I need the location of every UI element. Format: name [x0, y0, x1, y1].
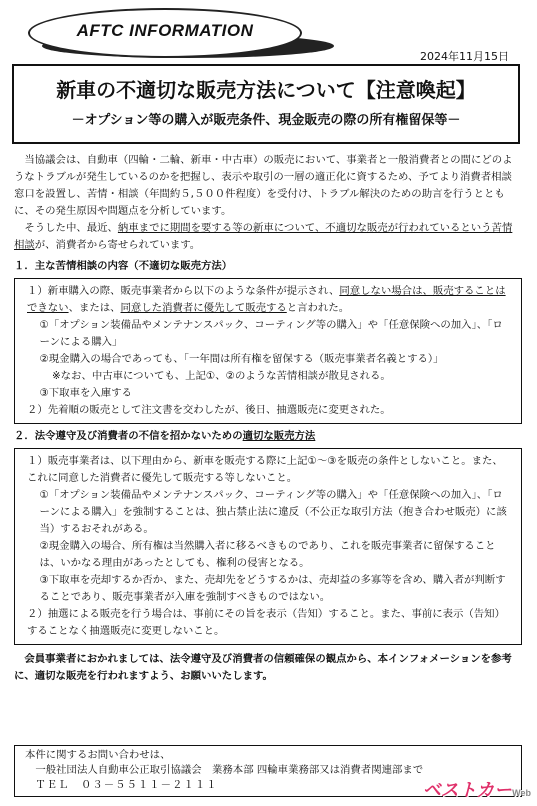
- intro-paragraph-1: 当協議会は、自動車（四輪・二輪、新車・中古車）の販売において、事業者と一般消費者との間にどのようなトラブルが発生しているのかを把握し、表示や取引の一層の適正化に資するため、予てより消費者相談窓口を設置し、苦情・相談（年間約５,５００件程度）を受付け、トラブル解決のための助言を行うとともに、その発生原因や問題点を分析しています。: [14, 154, 513, 217]
- s2-heading-u: 適切な販売方法: [242, 430, 316, 442]
- section1-sub2: ②現金購入の場合であっても、「一年間は所有権を留保する（販売事業者名義とする）」: [39, 353, 444, 365]
- document-body: [14, 152, 522, 685]
- s1-item1-u1: 同意しない場合は、販売することはできない: [27, 285, 506, 314]
- s1-item1-b: 、または、: [68, 302, 121, 314]
- section1-heading: １．主な苦情相談の内容（不適切な販売方法）: [14, 260, 233, 272]
- section1-box: [14, 278, 522, 424]
- section1-item1: [27, 283, 513, 317]
- contact-line1: 本件に関するお問い合わせは、: [25, 749, 171, 761]
- watermark-logo-text: ベストカー: [422, 780, 513, 800]
- s2-heading-a: ２．法令遵守及び消費者の不信を招かないための: [14, 430, 243, 442]
- section2-heading: [14, 428, 522, 445]
- section1-sub2-note: ※なお、中古車についても、上記①、②のような苦情相談が散見される。: [51, 370, 391, 382]
- subtitle: －オプション等の購入が販売条件、現金販売の際の所有権留保等－: [71, 113, 461, 128]
- section2-sub3: ③下取車を売却するか否か、また、売却先をどうするかは、売却益の多寡等を含め、購入者が判断することであり、販売事業者が入庫を強制すべきものではない。: [39, 574, 506, 603]
- closing-paragraph: 会員事業者におかれましては、法令遵守及び消費者の信頼確保の観点から、本インフォメーションを参考に、適切な販売を行われますよう、お願いいたします。: [14, 653, 512, 682]
- section2-sub1: ①「オプション装備品やメンテナンスパック、コーティング等の購入」や「任意保険への加入」、「ローンによる購入」を強制することは、独占禁止法に違反（不公正な取引方法（抱き合わせ販売）に該当）するおそれがある。: [39, 489, 507, 535]
- s1-item1-a: １）新車購入の際、販売事業者から以下のような条件が提示され、: [27, 285, 340, 297]
- main-title: 新車の不適切な販売方法について【注意喚起】: [56, 78, 476, 102]
- banner-title: AFTC INFORMATION: [76, 21, 254, 40]
- s1-item1-u2: 同意した消費者に優先して販売する: [120, 302, 287, 314]
- section2-item1: １）販売事業者は、以下理由から、新車を販売する際に上記①～③を販売の条件としないこと。また、これに同意した消費者に優先して販売する等しないこと。: [27, 455, 503, 484]
- intro-p2-lead: そうした中、最近、: [24, 222, 118, 234]
- watermark-web-text: Web: [512, 788, 531, 798]
- bestcar-watermark-logo: [423, 776, 531, 802]
- section1-item2: ２）先着順の販売として注文書を交わしたが、後日、抽選販売に変更された。: [27, 404, 391, 416]
- contact-tel: ＴＥＬ ０３－５５１１－２１１１: [35, 779, 218, 791]
- issue-date: 2024年11月15日: [420, 50, 509, 63]
- section2-sub2: ②現金購入の場合、所有権は当然購入者に移るべきものであり、これを販売事業者に留保することは、いかなる理由があったとしても、権利の侵害となる。: [39, 540, 496, 569]
- section1-sub1: ①「オプション装備品やメンテナンスパック、コーティング等の購入」や「任意保険への加入」、「ローンによる購入」: [39, 319, 503, 348]
- contact-line2: 一般社団法人自動車公正取引協議会 業務本部 四輪車業務部又は消費者関連部まで: [35, 764, 424, 776]
- section1-sub3: ③下取車を入庫する: [39, 387, 132, 399]
- intro-p2-underlined: 納車までに期間を要する等の新車について、不適切な販売が行われているという苦情相談: [14, 222, 513, 251]
- intro-p2-tail: が、消費者から寄せられています。: [34, 239, 201, 251]
- title-box: [12, 64, 520, 144]
- intro-paragraph-2: [14, 220, 522, 254]
- section2-item2: ２）抽選による販売を行う場合は、事前にその旨を表示（告知）すること。また、事前に表示（告知）することなく抽選販売に変更しないこと。: [27, 608, 505, 637]
- s1-item1-c: と言われた。: [286, 302, 350, 314]
- section2-box: [14, 448, 522, 645]
- aftc-information-banner: [28, 8, 302, 58]
